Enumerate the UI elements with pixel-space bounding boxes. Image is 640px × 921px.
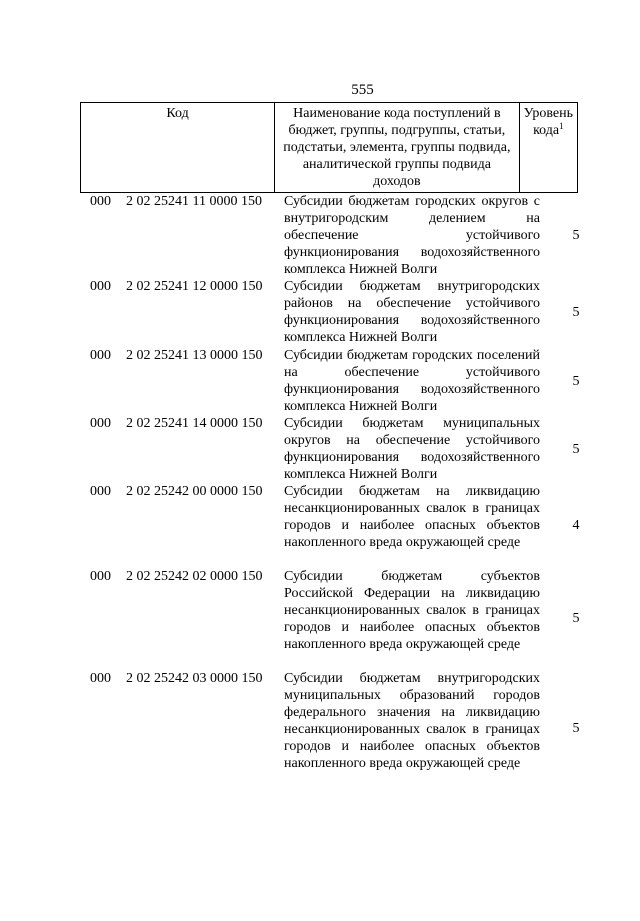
- code-level: 5: [572, 374, 580, 389]
- admin-code: 000: [90, 569, 111, 584]
- revenue-name: Субсидии бюджетам муниципальных округов на обеспечение устойчивого функционирования водохозяйственного комплекса Нижней Волги: [284, 416, 540, 482]
- admin-code: 000: [90, 348, 111, 363]
- admin-code: 000: [90, 279, 111, 294]
- admin-code: 000: [90, 194, 111, 209]
- revenue-code: 2 02 25242 00 0000 150: [126, 484, 263, 499]
- revenue-code: 2 02 25242 02 0000 150: [126, 569, 263, 584]
- revenue-name: Субсидии бюджетам городских поселений на обеспечение устойчивого функционирования водохозяйственного комплекса Нижней Волги: [284, 348, 540, 414]
- revenue-code: 2 02 25242 03 0000 150: [126, 671, 263, 686]
- admin-code: 000: [90, 671, 111, 686]
- revenue-name: Субсидии бюджетам городских округов с внутригородским делением на обеспечение устойчивого функционирования водохозяйственного комплекса Нижней Волги: [284, 194, 540, 277]
- admin-code: 000: [90, 416, 111, 431]
- admin-code: 000: [90, 484, 111, 499]
- code-level: 5: [572, 611, 580, 626]
- revenue-name: Субсидии бюджетам на ликвидацию несанкционированных свалок в границах городов и наиболее опасных объектов накопленного вреда окружающей среде: [284, 484, 540, 550]
- header-level: Уровень кода$^1$: [519, 103, 577, 193]
- revenue-name: Субсидии бюджетам субъектов Российской Федерации на ликвидацию несанкционированных свалок в границах городов и наиболее опасных объектов накопленного вреда окружающей среде: [284, 569, 540, 652]
- code-level: 4: [572, 518, 580, 533]
- revenue-name: Субсидии бюджетам внутригородских муниципальных образований городов федерального значения на ликвидацию несанкционированных свалок в границах городов и наиболее опасных объектов накопленного вреда окружающей среде: [284, 671, 540, 771]
- header-name: Наименование кода поступлений в бюджет, группы, подгруппы, статьи, подстатьи, элемента, группы подвида, аналитической группы подвида доходов: [275, 103, 520, 193]
- table-header: [80, 102, 578, 193]
- revenue-code: 2 02 25241 13 0000 150: [126, 348, 263, 363]
- code-level: 5: [572, 305, 580, 320]
- code-level: 5: [572, 721, 580, 736]
- page-number: 555: [351, 82, 374, 98]
- footnote-marker: 1: [559, 121, 564, 131]
- header-code: Код: [81, 103, 275, 193]
- revenue-name: Субсидии бюджетам внутригородских районов на обеспечение устойчивого функционирования водохозяйственного комплекса Нижней Волги: [284, 279, 540, 345]
- code-level: 5: [572, 442, 580, 457]
- revenue-code: 2 02 25241 11 0000 150: [126, 194, 262, 209]
- code-level: 5: [572, 228, 580, 243]
- revenue-code: 2 02 25241 12 0000 150: [126, 279, 263, 294]
- revenue-code: 2 02 25241 14 0000 150: [126, 416, 263, 431]
